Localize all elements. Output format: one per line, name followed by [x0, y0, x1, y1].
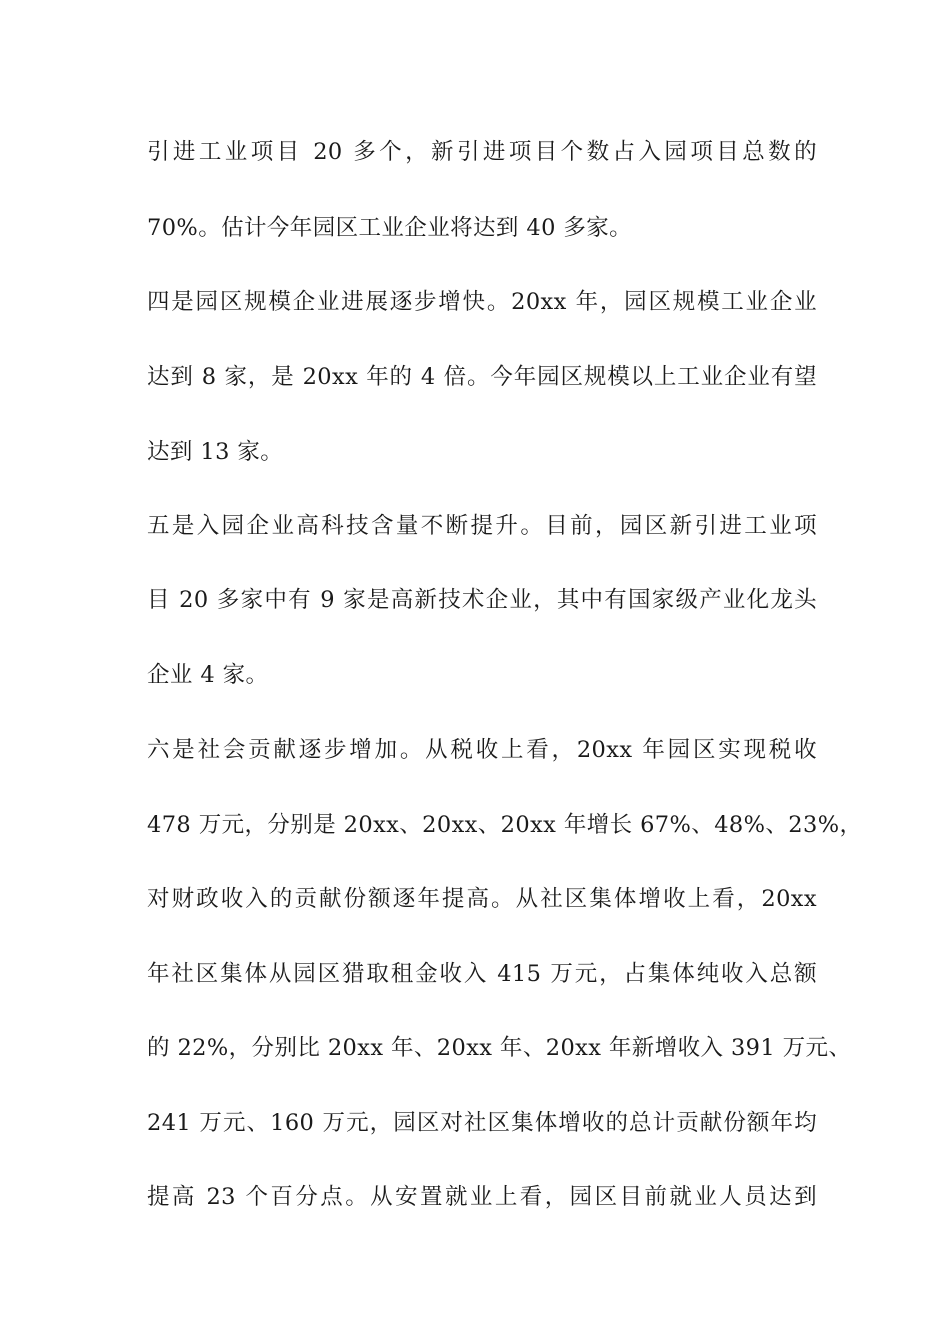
text-line: 对财政收入的贡献份额逐年提高。从社区集体增收上看，20xx: [147, 886, 817, 912]
text-line: 的 22%，分别比 20xx 年、20xx 年、20xx 年新增收入 391 万元、: [147, 1035, 852, 1061]
text-line: 五是入园企业高科技含量不断提升。目前，园区新引进工业项: [147, 513, 817, 539]
text-line: 引进工业项目 20 多个，新引进项目个数占入园项目总数的: [147, 139, 817, 165]
text-line: 70%。估计今年园区工业企业将达到 40 多家。: [147, 215, 633, 241]
text-line: 提高 23 个百分点。从安置就业上看，园区目前就业人员达到: [147, 1184, 817, 1210]
text-line: 四是园区规模企业进展逐步增快。20xx 年，园区规模工业企业: [147, 289, 817, 315]
text-line: 达到 8 家，是 20xx 年的 4 倍。今年园区规模以上工业企业有望: [147, 364, 817, 390]
text-line: 六是社会贡献逐步增加。从税收上看，20xx 年园区实现税收: [147, 737, 817, 763]
text-line: 478 万元，分别是 20xx、20xx、20xx 年增长 67%、48%、23%，: [147, 812, 863, 838]
text-line: 企业 4 家。: [147, 662, 269, 688]
text-line: 年社区集体从园区猎取租金收入 415 万元，占集体纯收入总额: [147, 961, 817, 987]
text-line: 达到 13 家。: [147, 439, 284, 465]
text-line: 目 20 多家中有 9 家是高新技术企业，其中有国家级产业化龙头: [147, 587, 817, 613]
text-line: 241 万元、160 万元，园区对社区集体增收的总计贡献份额年均: [147, 1110, 817, 1136]
